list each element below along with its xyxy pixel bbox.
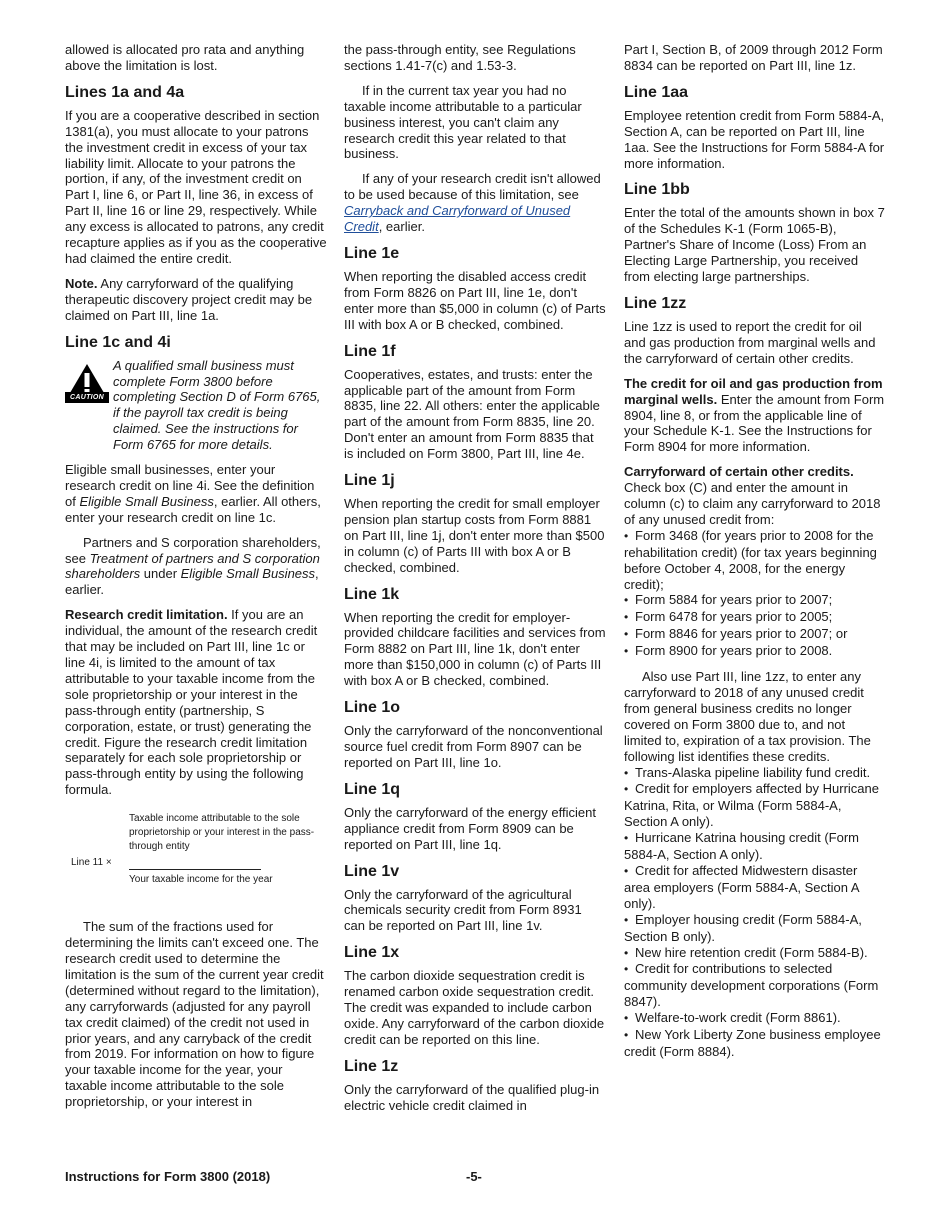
paragraph: allowed is allocated pro rata and anything above the limitation is lost. xyxy=(65,42,305,73)
heading-line-1c-4i: Line 1c and 4i xyxy=(65,333,171,351)
formula-denominator: Your taxable income for the year xyxy=(129,874,273,886)
heading-line-1k: Line 1k xyxy=(344,585,400,603)
paragraph: If any of your research credit isn't allowed to be used because of this limitation, see Carryback and Carryforward of Unused Credit, earlier. xyxy=(344,171,601,235)
list-item: • Employer housing credit (Form 5884-A, Section B only). xyxy=(624,912,886,945)
fraction-bar xyxy=(129,869,261,870)
note-text: Any carryforward of the qualifying therapeutic discovery project credit may be claimed on Part III, line 1a. xyxy=(65,275,313,323)
formula-multiplier: Line 11 × xyxy=(71,857,112,869)
paragraph: Partners and S corporation shareholders, see Treatment of partners and S corporation shareholders under Eligible Small Business, earlier. xyxy=(65,534,321,598)
heading-line-1v: Line 1v xyxy=(344,862,400,880)
prior-credit-list xyxy=(624,528,886,660)
list-item: • Welfare-to-work credit (Form 8861). xyxy=(624,1010,886,1027)
list-item: • Form 6478 for years prior to 2005; xyxy=(624,609,886,626)
heading-line-1o: Line 1o xyxy=(344,699,401,717)
paragraph: Only the carryforward of the nonconventional source fuel credit from Form 8907 can be reported on Part III, line 1o. xyxy=(344,723,603,770)
list-item: • Form 8900 for years prior to 2008. xyxy=(624,643,886,660)
caution-text: A qualified small business must complete Form 3800 before completing Section D of Form 6765, if the payroll tax credit is being claimed. See the instructions for Form 6765 for more details. xyxy=(113,357,321,453)
carryforward-paragraph: Carryforward of certain other credits. Check box (C) and enter the amount in column (c) to claim any carryforward to 2018 of any unused credit from: xyxy=(624,464,881,527)
list-item: • Form 5884 for years prior to 2007; xyxy=(624,592,886,609)
list-item: • New hire retention credit (Form 5884-B). xyxy=(624,945,886,962)
list-item: • Trans-Alaska pipeline liability fund credit. xyxy=(624,765,886,782)
paragraph: When reporting the credit for employer-provided childcare facilities and services from Form 8882 on Part III, line 1k, don't enter more than $150,000 in column (c) of Parts III with box A or B checked, combined. xyxy=(344,609,606,689)
paragraph: Eligible small businesses, enter your research credit on line 4i. See the definition of Eligible Small Business, earlier. All others, enter your research credit on line 1c. xyxy=(65,462,321,525)
page-number: -5- xyxy=(466,1169,482,1184)
paragraph: The carbon dioxide sequestration credit is renamed carbon oxide sequestration credit. The credit was expanded to include carbon oxide. Any carryforward of the carbon dioxide credit can be reported on this line. xyxy=(344,968,605,1047)
list-item: • Credit for contributions to selected community development corporations (Form 8847). xyxy=(624,961,886,1010)
carryback-carryforward-link[interactable]: Carryback and Carryforward of Unused Credit xyxy=(344,203,571,235)
heading-line-1x: Line 1x xyxy=(344,944,400,962)
heading-line-1j: Line 1j xyxy=(344,472,395,490)
list-item: • Hurricane Katrina housing credit (Form 5884-A, Section A only). xyxy=(624,830,886,863)
paragraph: Only the carryforward of the qualified plug-in electric vehicle credit claimed in xyxy=(344,1081,600,1113)
caution-box xyxy=(65,358,327,453)
heading-line-1z: Line 1z xyxy=(344,1057,399,1075)
list-item: • New York Liberty Zone business employee credit (Form 8884). xyxy=(624,1027,886,1060)
paragraph: When reporting the credit for small employer pension plan startup costs from Form 8881 on Part III, line 1j, don't enter more than $500 in column (c) of Parts III with box A or B checked, combined. xyxy=(344,496,605,575)
formula-numerator: Taxable income attributable to the sole proprietorship or your interest in the pass-through entity xyxy=(129,813,315,853)
footer-form-title: Instructions for Form 3800 (2018) xyxy=(65,1169,271,1184)
list-item: • Form 3468 (for years prior to 2008 for the rehabilitation credit) (for tax years beginning before October 4, 2008, for the energy credit); xyxy=(624,528,886,593)
research-credit-limitation-paragraph: Research credit limitation. If you are an individual, the amount of the research credit that may be included on Part III, line 1c or line 4i, is limited to the amount of tax attributable to your taxable income from the sole proprietorship or your interest in the pass-through entity (partnership, S corporation, estate, or trust) generating the credit. Figure the research credit limitation separately for each sole proprietorship or pass-through entity by using the following formula. xyxy=(65,607,318,798)
caution-label: CAUTION xyxy=(65,392,109,403)
list-item: • Credit for employers affected by Hurricane Katrina, Rita, or Wilma (Form 5884-A, Section A only). xyxy=(624,781,886,830)
expired-credit-list xyxy=(624,765,886,1060)
paragraph: Only the carryforward of the agricultural chemicals security credit from Form 8931 can be reported on Part III, line 1v. xyxy=(344,886,582,934)
heading-lines-1a-4a: Lines 1a and 4a xyxy=(65,83,185,101)
heading-line-1q: Line 1q xyxy=(344,780,401,798)
heading-line-1zz: Line 1zz xyxy=(624,294,687,312)
limitation-formula xyxy=(65,812,327,907)
paragraph: Cooperatives, estates, and trusts: enter the applicable part of the amount from Form 8835, line 22. All others: enter the applicable part of the amount from Form 8835, line 20. Don't enter an amount from Form 8835 that is included on Form 3800, Part III, line 4e. xyxy=(344,366,600,462)
column-1 xyxy=(65,42,327,1119)
paragraph: the pass-through entity, see Regulations sections 1.41-7(c) and 1.53-3. xyxy=(344,42,576,73)
paragraph: When reporting the disabled access credit from Form 8826 on Part III, line 1e, don't enter more than $5,000 in column (c) of Parts III with box A or B checked, combined. xyxy=(344,268,606,332)
note-paragraph xyxy=(65,276,327,324)
heading-line-1bb: Line 1bb xyxy=(624,181,690,199)
column-2 xyxy=(344,42,606,1123)
list-item: • Credit for affected Midwestern disaster area employers (Form 5884-A, Section A only). xyxy=(624,863,886,912)
caution-icon xyxy=(65,362,109,406)
heading-line-1f: Line 1f xyxy=(344,342,396,360)
paragraph: Also use Part III, line 1zz, to enter any carryforward to 2018 of any unused credit from general business credits no longer covered on Form 3800 due to, and not limited to, expiration of a tax provision. The following list identifies these credits. xyxy=(624,669,871,764)
marginal-wells-paragraph: The credit for oil and gas production from marginal wells. Enter the amount from Form 8904, line 8, or from the applicable line of your Schedule K-1. See the Instructions for Form 8904 for more information. xyxy=(624,375,885,455)
paragraph: If in the current tax year you had no taxable income attributable to a particular business interest, you can't claim any research credit this year related to that business. xyxy=(344,82,582,162)
heading-line-1aa: Line 1aa xyxy=(624,83,689,101)
paragraph: Enter the total of the amounts shown in box 7 of the Schedules K-1 (Form 1065-B), Partner's Share of Income (Loss) From an Electing Large Partnership, you received from electing large partnerships. xyxy=(624,205,885,285)
heading-line-1e: Line 1e xyxy=(344,244,400,262)
paragraph: If you are a cooperative described in section 1381(a), you must allocate to your patrons the investment credit in excess of your tax liability limit. Allocate to your patrons the portion, if any, of the investment credit on Part I, line 6, or Part II, line 36, in excess of Part II, line 16 or line 29, respectively. While any excess is allocated to patrons, any credit recapture applies as if you as the cooperative had claimed the entire credit. xyxy=(65,107,327,266)
list-item: • Form 8846 for years prior to 2007; or xyxy=(624,626,886,643)
note-lead: Note. xyxy=(65,275,98,291)
paragraph: Employee retention credit from Form 5884-A, Section A, can be reported on Part III, line 1aa. See the Instructions for Form 5884-A for more information. xyxy=(624,107,885,171)
column-3 xyxy=(624,42,886,1069)
paragraph: Only the carryforward of the energy efficient appliance credit from Form 8909 can be reported on Part III, line 1q. xyxy=(344,804,596,852)
paragraph: The sum of the fractions used for determining the limits can't exceed one. The research credit used to determine the limitation is the sum of the current year credit (determined without regard to the limitation), any carryforwards (adjusted for any payroll tax credit claimed) of the credit not used in prior years, and any carryback of the credit from 2019. For information on how to figure your taxable income for the year, your taxable income attributable to the sole proprietorship, or your interest in xyxy=(65,919,324,1110)
paragraph: Part I, Section B, of 2009 through 2012 Form 8834 can be reported on Part III, line 1z. xyxy=(624,42,883,73)
paragraph: Line 1zz is used to report the credit for oil and gas production from marginal wells and the carryforward of certain other credits. xyxy=(624,318,876,366)
